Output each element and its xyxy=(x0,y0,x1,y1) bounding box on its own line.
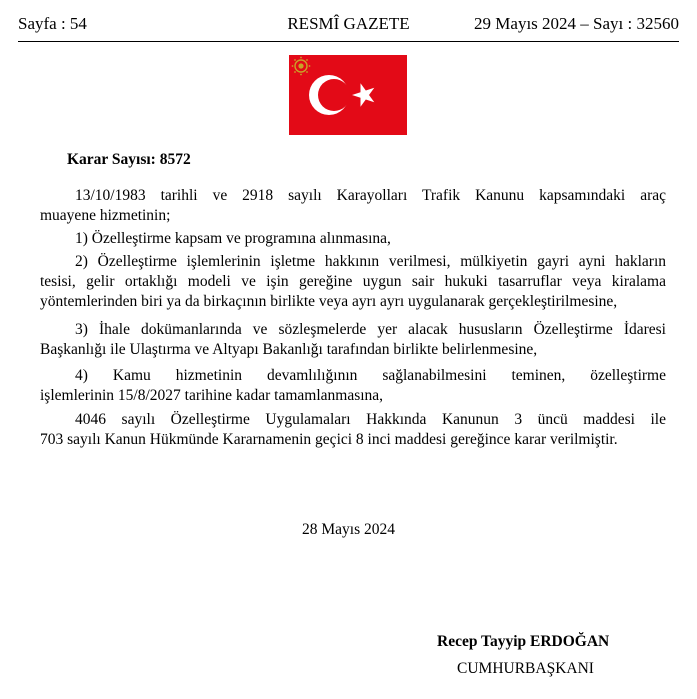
decision-date: 28 Mayıs 2024 xyxy=(302,521,395,538)
signatory-first-name: Recep Tayyip xyxy=(437,633,531,650)
decision-item-4 xyxy=(40,366,666,406)
page-number: Sayfa : 54 xyxy=(18,14,87,33)
gazette-header xyxy=(18,14,679,36)
header-divider xyxy=(18,41,679,42)
decision-number: Karar Sayısı: 8572 xyxy=(67,151,191,168)
flag-crescent-inner xyxy=(318,79,350,111)
paragraph-line: tesisi, gelir ortaklığı modeli ve işin gereğine uygun sair hukuki tasarruflar veya kiralama xyxy=(40,273,666,290)
gazette-title: RESMÎ GAZETE xyxy=(287,14,410,33)
issue-info: 29 Mayıs 2024 – Sayı : 32560 xyxy=(474,14,679,33)
presidential-seal-icon xyxy=(292,57,311,76)
signatory-last-name: ERDOĞAN xyxy=(530,633,610,650)
paragraph-line: 4046 sayılı Özelleştirme Uygulamaları Hakkında Kanunun 3 üncü maddesi ile xyxy=(75,411,666,428)
signatory-name xyxy=(437,633,609,651)
paragraph-line: 4) Kamu hizmetinin devamlılığının sağlanabilmesini teminen, özelleştirme xyxy=(75,367,666,384)
paragraph-line: 1) Özelleştirme kapsam ve programına alınmasına, xyxy=(75,230,391,247)
decision-item-3 xyxy=(40,320,666,360)
paragraph-line: 13/10/1983 tarihli ve 2918 sayılı Karayolları Trafik Kanunu kapsamındaki araç xyxy=(75,187,666,204)
paragraph-line: 703 sayılı Kanun Hükmünde Kararnamenin geçici 8 inci maddesi gereğince karar verilmiştir. xyxy=(40,431,618,448)
turkish-flag-icon xyxy=(289,55,407,135)
paragraph-line: Başkanlığı ile Ulaştırma ve Altyapı Bakanlığı tarafından birlikte belirlenmesine, xyxy=(40,341,538,358)
decision-legal-basis xyxy=(40,410,666,450)
paragraph-line: 3) İhale dokümanlarında ve sözleşmelerde yer alacak hususların Özelleştirme İdaresi xyxy=(75,321,666,338)
paragraph-line: işlemlerinin 15/8/2027 tarihine kadar tamamlanmasına, xyxy=(40,387,384,404)
paragraph-line: 2) Özelleştirme işlemlerinin işletme hakkının verilmesi, mülkiyetin gayri ayni hakların xyxy=(75,253,666,270)
paragraph-line: yöntemlerinden biri ya da birkaçının birlikte veya ayrı ayrı uygulanarak gerçekleştirilmesine, xyxy=(40,293,618,310)
decision-item-1 xyxy=(40,229,666,249)
decision-item-2 xyxy=(40,252,666,312)
paragraph-line: muayene hizmetinin; xyxy=(40,207,171,224)
decision-paragraph-intro xyxy=(40,186,666,226)
signatory-title: CUMHURBAŞKANI xyxy=(457,660,594,677)
